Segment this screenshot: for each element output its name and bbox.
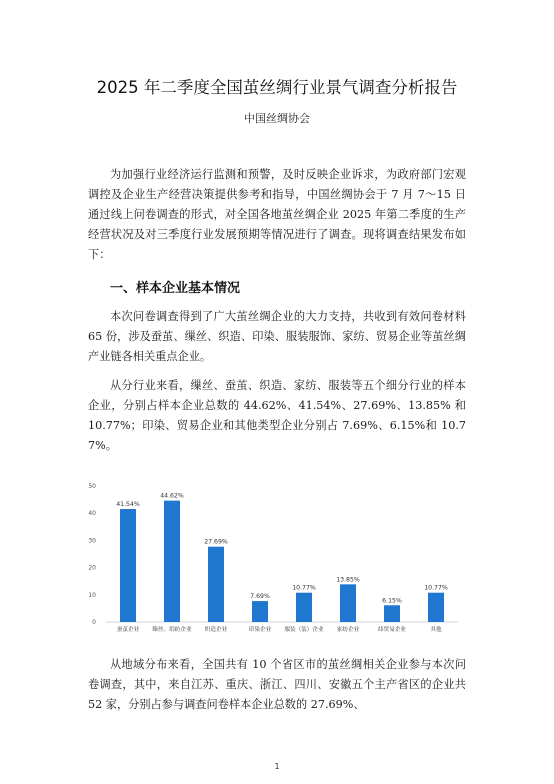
intro-paragraph: 为加强行业经济运行监测和预警，及时反映企业诉求，为政府部门宏观调控及企业生产经营决策提供参考和指导，中国丝绸协会于 7 月 7～15 日通过线上问卷调查的形式，对全国各地茧丝绸企业 2025 年第二季度的生产经营状况及对三季度行业发展预期等情况进行了调查。现将调查结果发布如下： xyxy=(88,168,466,261)
document-title: 2025 年二季度全国茧丝绸行业景气调查分析报告 xyxy=(96,78,458,97)
y-tick-label: 30 xyxy=(88,537,96,545)
bar-value-label: 44.62% xyxy=(160,492,184,500)
category-label: 蚕茧企业 xyxy=(116,627,140,633)
category-label: 服装（装）企业 xyxy=(284,627,324,633)
paragraph-industry-share: 从分行业来看，缫丝、蚕茧、织造、家纺、服装等五个细分行业的样本企业，分别占样本企业总数的 44.62%、41.54%、27.69%、13.85% 和 10.77%；印染、贸易企业和其他类型企业分别占 7.69%、6.15%和 10.77%。 xyxy=(88,379,466,452)
bar-chart-svg xyxy=(80,476,464,644)
y-tick-label: 20 xyxy=(88,564,96,572)
bar-value-label: 10.77% xyxy=(424,584,448,592)
bar-value-label: 6.15% xyxy=(382,597,402,605)
y-tick-label: 10 xyxy=(88,591,96,599)
bar xyxy=(296,593,312,622)
bar-value-label: 7.69% xyxy=(250,593,270,601)
bar-value-label: 41.54% xyxy=(116,501,140,509)
bar xyxy=(164,501,180,622)
bar xyxy=(384,605,400,622)
paragraph-sample-count: 本次问卷调查得到了广大茧丝绸企业的大力支持，共收到有效问卷材料 65 份，涉及蚕茧、缫丝、织造、印染、服装服饰、家纺、贸易企业等茧丝绸产业链各相关重点企业。 xyxy=(88,310,466,363)
industry-share-chart xyxy=(80,476,464,644)
bar xyxy=(428,593,444,622)
category-label: 家纺企业 xyxy=(336,627,360,633)
bar xyxy=(252,601,268,622)
organization-name: 中国丝绸协会 xyxy=(244,112,310,125)
section-heading: 一、样本企业基本情况 xyxy=(110,281,241,296)
category-label: 织造企业 xyxy=(204,627,228,633)
bar xyxy=(340,584,356,622)
bar-value-label: 27.69% xyxy=(204,538,228,546)
y-tick-label: 40 xyxy=(88,510,96,518)
bar-value-label: 13.85% xyxy=(336,576,360,584)
category-label: 其他 xyxy=(430,627,442,633)
page-number: 1 xyxy=(274,762,280,771)
category-label: 纬贸易企业 xyxy=(378,627,406,633)
bar xyxy=(208,547,224,622)
bar xyxy=(120,509,136,622)
category-label: 缫丝、绢纺企业 xyxy=(152,627,192,633)
bar-value-label: 10.77% xyxy=(292,584,316,592)
category-label: 印染企业 xyxy=(248,627,272,633)
y-tick-label: 50 xyxy=(88,483,96,490)
y-tick-label: 0 xyxy=(92,619,96,626)
paragraph-region-distribution: 从地域分布来看，全国共有 10 个省区市的茧丝绸相关企业参与本次问卷调查，其中，来自江苏、重庆、浙江、四川、安徽五个主产省区的企业共 52 家，分别占参与调查问卷样本企业总数的 27.69%、 xyxy=(88,658,466,711)
